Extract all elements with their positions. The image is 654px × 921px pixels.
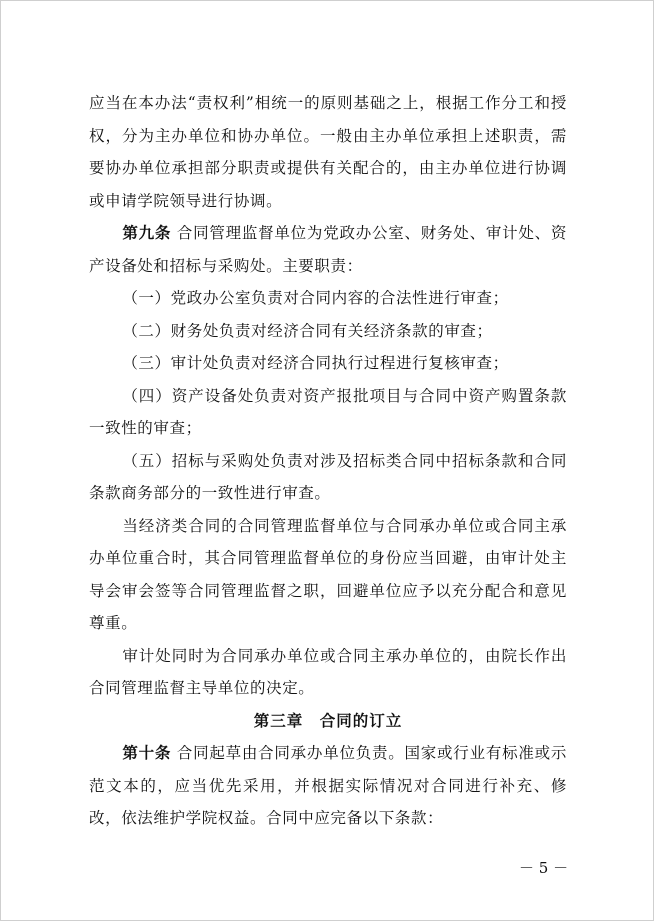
document-body [89,87,567,835]
list-item-5: （五）招标与采购处负责对涉及招标类合同中招标条款和合同条款商务部分的一致性进行审查。 [89,451,567,502]
list-item-3: （三）审计处负责对经济合同执行过程进行复核审查； [122,354,509,372]
list-item-2: （二）财务处负责对经济合同有关经济条款的审查； [122,321,493,340]
page-number: － 5 － [519,859,569,877]
article-10-label: 第十条 [122,744,172,762]
article-9-text: 合同管理监督单位为党政办公室、财务处、审计处、资产设备处和招标与采购处。主要职责： [89,224,567,275]
article-10-text: 合同起草由合同承办单位负责。国家或行业有标准或示范文本的，应当优先采用，并根据实际情况对合同进行补充、修改，依法维护学院权益。合同中应完备以下条款： [89,744,567,827]
paragraph-continuation: 应当在本办法“责权利”相统一的原则基础之上，根据工作分工和授权，分为主办单位和协办单位。一般由主办单位承担上述职责，需要协办单位承担部分职责或提供有关配合的，由主办单位进行协调或申请学院领导进行协调。 [89,94,567,210]
chapter-heading: 第三章 合同的订立 [253,711,403,730]
article-9-label: 第九条 [122,224,172,242]
paragraph-audit: 审计处同时为合同承办单位或合同主承办单位的，由院长作出合同管理监督主导单位的决定。 [89,646,567,697]
article-9 [89,217,567,282]
article-10 [89,737,567,835]
list-item-4: （四）资产设备处负责对资产报批项目与合同中资产购置条款一致性的审查； [89,386,567,437]
list-item-1: （一）党政办公室负责对合同内容的合法性进行审查； [122,289,509,307]
paragraph-avoidance: 当经济类合同的合同管理监督单位与合同承办单位或合同主承办单位重合时，其合同管理监督单位的身份应当回避，由审计处主导会审会签等合同管理监督之职，回避单位应予以充分配合和意见尊重。 [89,516,567,632]
